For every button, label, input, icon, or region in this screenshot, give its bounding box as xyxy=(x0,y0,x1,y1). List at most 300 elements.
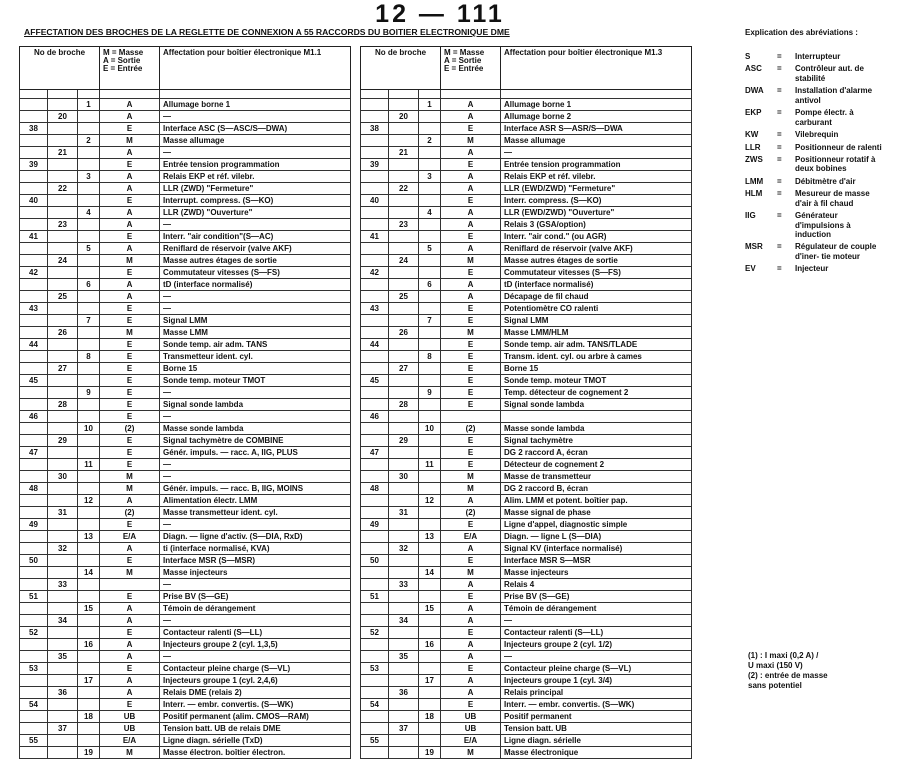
pin-number: 34 xyxy=(48,615,78,627)
empty-cell xyxy=(361,711,389,723)
empty-cell xyxy=(389,459,419,471)
table-row xyxy=(20,387,351,399)
empty-cell xyxy=(419,231,441,243)
pin-number: 13 xyxy=(78,531,100,543)
pin-assignment: DG 2 raccord B, écran xyxy=(501,483,692,495)
empty-cell xyxy=(389,447,419,459)
empty-cell xyxy=(78,147,100,159)
io-type: A xyxy=(441,291,501,303)
pin-number: 32 xyxy=(48,543,78,555)
table-row xyxy=(20,255,351,267)
io-type: A xyxy=(441,687,501,699)
pin-assignment: Interr. — embr. convertis. (S—WK) xyxy=(160,699,351,711)
table-row xyxy=(361,447,692,459)
empty-cell xyxy=(20,351,48,363)
empty-cell xyxy=(361,279,389,291)
abbreviation-definition: Vilebrequin xyxy=(795,130,839,140)
empty-cell xyxy=(361,435,389,447)
pin-assignment: Interr. compress. (S—KO) xyxy=(501,195,692,207)
empty-cell xyxy=(389,315,419,327)
pin-number: 39 xyxy=(361,159,389,171)
pin-number: 38 xyxy=(20,123,48,135)
io-type: E/A xyxy=(100,735,160,747)
legend-masse: M = Masse xyxy=(103,48,144,57)
empty-cell xyxy=(419,363,441,375)
io-type: E xyxy=(100,387,160,399)
empty-cell xyxy=(419,219,441,231)
table-row xyxy=(20,339,351,351)
io-type: A xyxy=(441,183,501,195)
table-row xyxy=(20,291,351,303)
pin-assignment: — xyxy=(160,111,351,123)
empty-cell xyxy=(361,111,389,123)
pin-number: 5 xyxy=(419,243,441,255)
abbreviation-row xyxy=(745,108,895,127)
empty-cell xyxy=(361,579,389,591)
table-row xyxy=(20,459,351,471)
abbreviation-code: ZWS xyxy=(745,154,763,164)
pin-number: 51 xyxy=(361,591,389,603)
table-row xyxy=(20,483,351,495)
pin-number: 43 xyxy=(20,303,48,315)
abbreviation-row xyxy=(745,189,895,208)
empty-cell xyxy=(48,627,78,639)
table-row xyxy=(361,99,692,111)
pin-assignment: Ligne d'appel, diagnostic simple xyxy=(501,519,692,531)
empty-cell xyxy=(78,303,100,315)
io-type: E/A xyxy=(441,531,501,543)
empty-cell xyxy=(78,411,100,423)
io-type: M xyxy=(100,747,160,759)
empty-cell xyxy=(20,363,48,375)
io-type: E xyxy=(100,267,160,279)
table-row xyxy=(20,519,351,531)
empty-cell xyxy=(48,267,78,279)
pin-number: 7 xyxy=(78,315,100,327)
pin-assignment: Témoin de dérangement xyxy=(160,603,351,615)
empty-cell xyxy=(78,399,100,411)
empty-cell xyxy=(389,411,419,423)
empty-cell xyxy=(48,495,78,507)
table-row xyxy=(361,531,692,543)
table-row xyxy=(361,651,692,663)
pin-number: 30 xyxy=(48,471,78,483)
pin-number: 52 xyxy=(361,627,389,639)
table-row xyxy=(20,603,351,615)
empty-cell xyxy=(419,651,441,663)
empty-cell xyxy=(419,183,441,195)
empty-cell xyxy=(78,471,100,483)
pin-number: 27 xyxy=(48,363,78,375)
abbreviation-code: IIG xyxy=(745,211,756,221)
abbreviation-definition: Injecteur xyxy=(795,264,829,274)
empty-cell xyxy=(389,591,419,603)
pin-number: 36 xyxy=(389,687,419,699)
table-row xyxy=(361,603,692,615)
empty-cell xyxy=(361,531,389,543)
pin-number: 17 xyxy=(419,675,441,687)
table-row xyxy=(361,363,692,375)
empty-cell xyxy=(48,663,78,675)
pin-number: 20 xyxy=(389,111,419,123)
empty-cell xyxy=(78,183,100,195)
io-type: E xyxy=(100,555,160,567)
pin-assignment: Masse LMM xyxy=(160,327,351,339)
table-row xyxy=(361,459,692,471)
table-row xyxy=(20,435,351,447)
pin-number: 48 xyxy=(20,483,48,495)
pin-assignment: — xyxy=(160,519,351,531)
pin-number: 29 xyxy=(389,435,419,447)
empty-cell xyxy=(78,339,100,351)
table-row xyxy=(20,579,351,591)
abbreviation-code: EV xyxy=(745,264,756,274)
io-type: M xyxy=(441,483,501,495)
table-row xyxy=(20,747,351,759)
pin-assignment: Injecteurs groupe 2 (cyl. 1,3,5) xyxy=(160,639,351,651)
pin-number: 11 xyxy=(78,459,100,471)
legend-entree: E = Entrée xyxy=(103,64,143,73)
pin-number: 45 xyxy=(361,375,389,387)
empty-cell xyxy=(20,147,48,159)
empty-cell xyxy=(20,399,48,411)
empty-cell xyxy=(78,735,100,747)
table-row xyxy=(20,375,351,387)
pin-assignment: Génér. impuls. — racc. A, IIG, PLUS xyxy=(160,447,351,459)
table-row xyxy=(361,195,692,207)
pin-assignment: Allumage borne 1 xyxy=(160,99,351,111)
io-type: E xyxy=(100,519,160,531)
pin-number: 9 xyxy=(78,387,100,399)
empty-cell xyxy=(48,279,78,291)
io-type: UB xyxy=(100,723,160,735)
empty-cell xyxy=(48,195,78,207)
abbreviation-code: KW xyxy=(745,130,759,140)
empty-cell xyxy=(48,699,78,711)
io-type: E xyxy=(441,627,501,639)
empty-cell xyxy=(419,543,441,555)
empty-cell xyxy=(20,327,48,339)
abbreviation-equals: = xyxy=(777,176,782,186)
table-row xyxy=(361,615,692,627)
io-type: E xyxy=(441,363,501,375)
table-row xyxy=(361,303,692,315)
pin-number: 46 xyxy=(20,411,48,423)
table-row xyxy=(361,435,692,447)
empty-cell xyxy=(389,231,419,243)
empty-cell xyxy=(78,543,100,555)
empty-cell xyxy=(78,555,100,567)
table-row xyxy=(361,687,692,699)
empty-cell xyxy=(361,471,389,483)
empty-cell xyxy=(20,207,48,219)
empty-cell xyxy=(48,555,78,567)
pin-assignment: Alimentation électr. LMM xyxy=(160,495,351,507)
io-type: A xyxy=(100,543,160,555)
io-type: M xyxy=(441,135,501,147)
pin-assignment: — xyxy=(501,651,692,663)
table-row xyxy=(361,231,692,243)
table-row xyxy=(361,507,692,519)
table-row xyxy=(20,507,351,519)
table-row xyxy=(361,579,692,591)
pin-assignment: Allumage borne 1 xyxy=(501,99,692,111)
io-type: A xyxy=(441,219,501,231)
table-row xyxy=(361,315,692,327)
empty-cell xyxy=(361,387,389,399)
pin-number: 54 xyxy=(20,699,48,711)
empty-cell xyxy=(361,747,389,759)
pin-assignment: Masse transmetteur ident. cyl. xyxy=(160,507,351,519)
pin-number: 46 xyxy=(361,411,389,423)
empty-cell xyxy=(419,723,441,735)
pin-assignment: LLR (ZWD) "Ouverture" xyxy=(160,207,351,219)
table-row xyxy=(361,147,692,159)
table-row xyxy=(20,675,351,687)
empty-cell xyxy=(389,123,419,135)
empty-cell xyxy=(48,447,78,459)
pin-column-header: No de broche xyxy=(20,47,100,90)
pin-assignment: — xyxy=(160,411,351,423)
pin-number: 3 xyxy=(419,171,441,183)
pin-assignment: — xyxy=(160,615,351,627)
empty-cell xyxy=(78,699,100,711)
table-row xyxy=(20,231,351,243)
abbreviation-equals: = xyxy=(777,264,782,274)
abbreviation-equals: = xyxy=(777,130,782,140)
empty-cell xyxy=(78,591,100,603)
pin-number: 33 xyxy=(48,579,78,591)
legend-column-header xyxy=(100,47,160,90)
pin-assignment: — xyxy=(160,147,351,159)
pin-assignment: Ligne diagn. sérielle xyxy=(501,735,692,747)
empty-cell xyxy=(389,699,419,711)
table-row xyxy=(20,99,351,111)
pin-number: 17 xyxy=(78,675,100,687)
table-row xyxy=(361,483,692,495)
pin-assignment: Contacteur pleine charge (S—VL) xyxy=(501,663,692,675)
abbreviation-code: HLM xyxy=(745,189,763,199)
empty-cell xyxy=(389,243,419,255)
pin-assignment: Interface ASR S—ASR/S—DWA xyxy=(501,123,692,135)
io-type: E xyxy=(100,231,160,243)
io-type xyxy=(100,579,160,591)
pin-number: 31 xyxy=(48,507,78,519)
abbreviation-row xyxy=(745,64,895,83)
pin-assignment: Reniflard de réservoir (valve AKF) xyxy=(501,243,692,255)
table-row xyxy=(20,267,351,279)
empty-cell xyxy=(419,519,441,531)
table-row xyxy=(20,543,351,555)
empty-cell xyxy=(419,579,441,591)
io-type: E xyxy=(100,375,160,387)
pin-assignment: — xyxy=(160,459,351,471)
empty-cell xyxy=(361,363,389,375)
empty-cell xyxy=(48,303,78,315)
document-title: AFFECTATION DES BROCHES DE LA REGLETTE DE CONNEXION A 55 RACCORDS DU BOITIER ELECTRONIQUE DME xyxy=(24,27,510,37)
empty-cell xyxy=(389,207,419,219)
empty-cell xyxy=(48,459,78,471)
table-row xyxy=(361,495,692,507)
empty-cell xyxy=(361,99,389,111)
assignment-column-header: Affectation pour boîtier électronique M1.1 xyxy=(160,47,351,90)
empty-cell xyxy=(20,135,48,147)
pin-number: 7 xyxy=(419,315,441,327)
abbreviations-list xyxy=(745,52,895,274)
io-type: E/A xyxy=(100,531,160,543)
empty-cell xyxy=(48,207,78,219)
io-type: E xyxy=(100,459,160,471)
pin-number: 4 xyxy=(78,207,100,219)
empty-cell xyxy=(389,303,419,315)
pin-assignment: Alim. LMM et potent. boîtier pap. xyxy=(501,495,692,507)
empty-cell xyxy=(419,339,441,351)
pin-assignment: Tension batt. UB de relais DME xyxy=(160,723,351,735)
abbreviation-definition: Régulateur de couple d'iner- tie moteur xyxy=(795,242,877,261)
pin-number: 12 xyxy=(419,495,441,507)
empty-cell xyxy=(361,171,389,183)
pin-number: 3 xyxy=(78,171,100,183)
table-row xyxy=(20,627,351,639)
table-row xyxy=(361,663,692,675)
table-row xyxy=(361,243,692,255)
empty-cell xyxy=(419,687,441,699)
io-type: E xyxy=(441,315,501,327)
empty-cell xyxy=(389,267,419,279)
empty-cell xyxy=(419,435,441,447)
io-type: M xyxy=(100,483,160,495)
pin-assignment: Masse LMM/HLM xyxy=(501,327,692,339)
pin-assignment: Masse injecteurs xyxy=(160,567,351,579)
io-type: A xyxy=(441,99,501,111)
pin-number: 21 xyxy=(389,147,419,159)
empty-cell xyxy=(389,351,419,363)
pin-assignment: Positif permanent (alim. CMOS—RAM) xyxy=(160,711,351,723)
abbreviation-code: LMM xyxy=(745,176,764,186)
empty-cell xyxy=(78,687,100,699)
empty-cell xyxy=(361,147,389,159)
io-type: A xyxy=(100,183,160,195)
abbreviation-definition: Pompe électr. à carburant xyxy=(795,108,854,127)
empty-cell xyxy=(78,219,100,231)
abbreviation-definition: Générateur d'impulsions à induction xyxy=(795,211,851,239)
table-row xyxy=(361,159,692,171)
empty-cell xyxy=(20,603,48,615)
empty-cell xyxy=(389,135,419,147)
pin-number: 52 xyxy=(20,627,48,639)
pin-assignment: — xyxy=(160,579,351,591)
empty-cell xyxy=(389,603,419,615)
table-row xyxy=(20,687,351,699)
table-row xyxy=(361,255,692,267)
table-row xyxy=(20,123,351,135)
empty-cell xyxy=(20,279,48,291)
empty-cell xyxy=(48,639,78,651)
abbreviation-row xyxy=(745,242,895,261)
empty-cell xyxy=(20,315,48,327)
empty-cell xyxy=(48,339,78,351)
pin-assignment: Interface MSR S—MSR xyxy=(501,555,692,567)
pin-assignment: Signal tachymètre xyxy=(501,435,692,447)
pin-assignment: Témoin de dérangement xyxy=(501,603,692,615)
io-type: A xyxy=(441,651,501,663)
empty-cell xyxy=(389,555,419,567)
empty-cell xyxy=(48,675,78,687)
empty-cell xyxy=(20,507,48,519)
io-type: A xyxy=(441,675,501,687)
pin-assignment: tD (interface normalisé) xyxy=(160,279,351,291)
pin-number: 42 xyxy=(20,267,48,279)
empty-cell xyxy=(361,315,389,327)
pin-assignment: Contacteur pleine charge (S—VL) xyxy=(160,663,351,675)
empty-cell xyxy=(20,579,48,591)
io-type: A xyxy=(441,639,501,651)
abbreviation-definition: Contrôleur aut. de stabilité xyxy=(795,64,864,83)
io-type: E xyxy=(441,591,501,603)
pin-assignment: Entrée tension programmation xyxy=(160,159,351,171)
io-type: E xyxy=(100,663,160,675)
empty-cell xyxy=(20,255,48,267)
pin-number: 33 xyxy=(389,579,419,591)
empty-cell xyxy=(20,435,48,447)
pin-number: 40 xyxy=(20,195,48,207)
io-type: E xyxy=(441,231,501,243)
table-spacer-row xyxy=(20,90,351,99)
io-type: A xyxy=(100,147,160,159)
io-type xyxy=(441,411,501,423)
empty-cell xyxy=(78,483,100,495)
io-type: A xyxy=(100,243,160,255)
abbreviation-code: DWA xyxy=(745,86,764,96)
table-row xyxy=(361,399,692,411)
table-row xyxy=(361,387,692,399)
table-row xyxy=(20,735,351,747)
pin-number: 35 xyxy=(389,651,419,663)
pin-assignment: Décapage de fil chaud xyxy=(501,291,692,303)
abbreviation-definition: Mesureur de masse d'air à fil chaud xyxy=(795,189,870,208)
empty-cell xyxy=(389,663,419,675)
legend-masse: M = Masse xyxy=(444,48,485,57)
abbreviation-row xyxy=(745,143,895,152)
pin-table-m13 xyxy=(360,46,692,759)
pin-assignment: Positif permanent xyxy=(501,711,692,723)
empty-cell xyxy=(48,735,78,747)
empty-cell xyxy=(78,291,100,303)
table-row xyxy=(20,363,351,375)
pin-number: 8 xyxy=(419,351,441,363)
page-number: 12 — 111 xyxy=(375,0,505,28)
io-type: E xyxy=(100,399,160,411)
pin-assignment: ti (interface normalisé, KVA) xyxy=(160,543,351,555)
pin-assignment: Allumage borne 2 xyxy=(501,111,692,123)
pin-assignment: Relais 4 xyxy=(501,579,692,591)
pin-assignment: — xyxy=(501,615,692,627)
pin-number: 1 xyxy=(419,99,441,111)
pin-number: 1 xyxy=(78,99,100,111)
empty-cell xyxy=(78,255,100,267)
table-row xyxy=(20,651,351,663)
pin-number: 39 xyxy=(20,159,48,171)
pin-number: 12 xyxy=(78,495,100,507)
io-type: M xyxy=(441,255,501,267)
io-type: E xyxy=(441,195,501,207)
pin-number: 16 xyxy=(419,639,441,651)
pin-number: 9 xyxy=(419,387,441,399)
table-row xyxy=(361,351,692,363)
pin-number: 2 xyxy=(78,135,100,147)
table-row xyxy=(361,723,692,735)
empty-cell xyxy=(419,147,441,159)
